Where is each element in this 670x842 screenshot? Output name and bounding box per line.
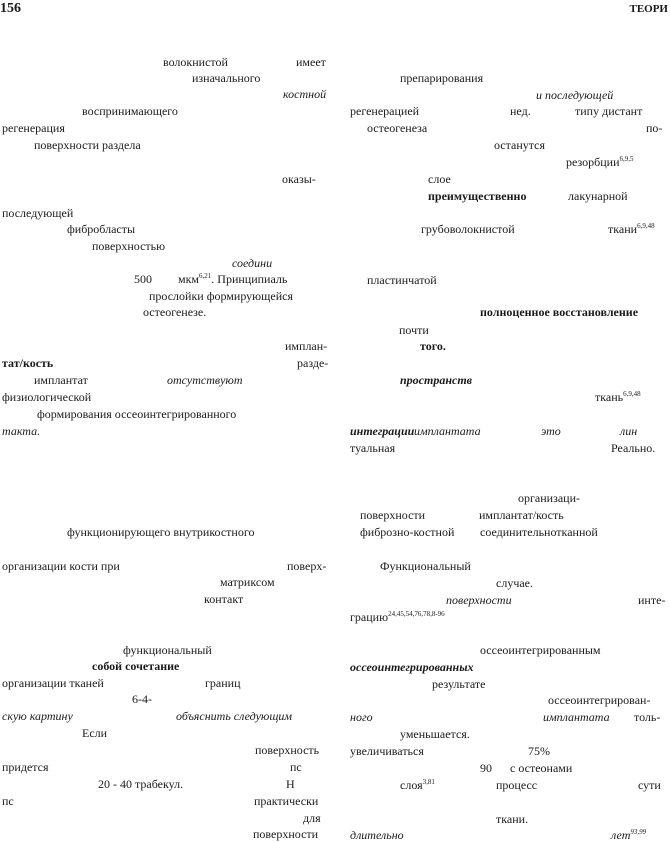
- text-fragment: функциональный: [123, 643, 212, 657]
- text-fragment: организации кости при: [2, 559, 120, 573]
- text-fragment: грубоволокнистой: [421, 222, 515, 236]
- running-head: ТЕОРИ: [629, 3, 668, 15]
- text-fragment: ткани: [608, 222, 638, 236]
- text-fragment: слоя: [400, 778, 423, 792]
- text-fragment: практически: [254, 794, 319, 808]
- text-fragment: лет: [611, 828, 631, 842]
- text-fragment: поверхности: [253, 827, 319, 841]
- text-fragment: соедини: [232, 256, 273, 270]
- text-fragment: 500: [134, 272, 152, 286]
- text-fragment: волокнистой: [163, 55, 228, 69]
- text-fragment: поверх-: [287, 559, 327, 573]
- text-fragment: воспринимающего: [82, 104, 178, 118]
- text-fragment: с остеонами: [510, 761, 573, 775]
- text-fragment: по-: [646, 121, 663, 135]
- text-fragment: [400, 778, 435, 792]
- text-fragment: имплан-: [285, 339, 328, 353]
- text-fragment: нед.: [510, 104, 531, 118]
- text-fragment: физиологической: [2, 390, 92, 404]
- text-fragment: того.: [420, 339, 446, 353]
- citation-superscript: 93,99: [630, 828, 647, 836]
- text-fragment: . Принципиаль: [211, 272, 288, 286]
- text-fragment: собой сочетание: [92, 659, 180, 673]
- text-fragment: функционирующего внутрикостного: [67, 525, 255, 539]
- text-fragment: оказы-: [282, 172, 316, 186]
- text-fragment: тат/кость: [2, 356, 54, 370]
- text-fragment: ткань: [595, 390, 624, 404]
- text-fragment: препарирования: [400, 71, 484, 85]
- citation-superscript: 3,81: [422, 778, 435, 786]
- citation-superscript: 24,45,54,76,78,8-96: [388, 610, 445, 618]
- text-fragment: фиброзно-костной: [360, 525, 455, 539]
- text-fragment: преимущественно: [428, 189, 527, 203]
- text-fragment: случае.: [496, 576, 534, 590]
- text-fragment: скую картину: [2, 709, 73, 723]
- text-fragment: [608, 222, 655, 236]
- text-fragment: лакунарной: [568, 189, 628, 203]
- text-fragment: оссеоинтегрирован-: [548, 693, 651, 707]
- text-fragment: пластинчатой: [367, 273, 437, 287]
- text-fragment: останутся: [494, 138, 545, 152]
- text-fragment: лин: [620, 424, 638, 438]
- text-fragment: ного: [350, 710, 373, 724]
- text-fragment: границ: [205, 676, 241, 690]
- text-fragment: оссеоинтегрированным: [480, 643, 601, 657]
- text-fragment: 20 - 40 трабекул.: [98, 777, 184, 791]
- text-fragment: регенерацией: [350, 104, 420, 118]
- text-fragment: имплантата: [414, 424, 481, 438]
- text-fragment: Реально.: [611, 441, 656, 455]
- text-fragment: фибробласты: [67, 222, 136, 236]
- text-fragment: [134, 272, 287, 286]
- text-fragment: остеогенезе.: [143, 305, 207, 319]
- text-fragment: интеграции: [350, 424, 415, 438]
- citation-superscript: 6,21: [199, 272, 212, 280]
- text-fragment: придется: [2, 760, 49, 774]
- text-fragment: изначального: [192, 71, 261, 85]
- text-fragment: контакт: [204, 592, 244, 606]
- text-fragment: сути: [638, 778, 661, 792]
- text-fragment: ткани.: [496, 812, 529, 826]
- citation-superscript: 6,9,5: [619, 155, 634, 163]
- text-fragment: организаци-: [518, 491, 580, 505]
- text-fragment: имплантата: [543, 710, 610, 724]
- text-fragment: [611, 828, 646, 842]
- text-fragment: поверхностью: [92, 239, 166, 253]
- text-fragment: формирования оссеоинтегрированного: [37, 407, 237, 421]
- text-fragment: матриксом: [220, 575, 275, 589]
- text-fragment: инте-: [638, 593, 666, 607]
- text-fragment: увеличиваться: [350, 744, 424, 758]
- text-fragment: для: [303, 811, 321, 825]
- page-number: 156: [0, 1, 21, 16]
- text-fragment: такта.: [2, 424, 41, 438]
- text-fragment: резорбции: [566, 155, 620, 169]
- text-fragment: процесс: [496, 778, 538, 792]
- text-fragment: отсутствуют: [167, 373, 243, 387]
- text-fragment: регенерация: [2, 121, 65, 135]
- text-fragment: типу дистант: [575, 104, 643, 118]
- text-fragment: мкм: [178, 272, 200, 286]
- text-fragment: Н: [286, 777, 295, 791]
- text-fragment: Если: [82, 726, 108, 740]
- text-fragment: поверхности раздела: [34, 138, 141, 152]
- text-fragment: это: [541, 424, 561, 438]
- text-fragment: [350, 610, 445, 624]
- citation-superscript: 6,9,48: [623, 390, 641, 398]
- text-fragment: остеогенеза: [367, 121, 428, 135]
- text-fragment: толь-: [634, 710, 661, 724]
- text-fragment: пс: [2, 794, 14, 808]
- text-fragment: туальная: [350, 441, 396, 455]
- text-fragment: Функциональный: [380, 559, 471, 573]
- text-fragment: объяснить следующим: [176, 709, 293, 723]
- text-fragment: полноценное восстановление: [480, 305, 639, 319]
- text-fragment: имеет: [296, 55, 326, 69]
- text-fragment: соединительнотканной: [480, 525, 598, 539]
- text-fragment: почти: [399, 323, 429, 337]
- citation-superscript: 6,9,48: [637, 222, 655, 230]
- text-fragment: поверхности: [360, 508, 426, 522]
- text-fragment: разде-: [297, 356, 329, 370]
- text-fragment: имплантат/кость: [479, 508, 564, 522]
- text-fragment: [566, 155, 634, 169]
- text-fragment: 90: [480, 761, 492, 775]
- text-fragment: результате: [432, 677, 486, 691]
- text-fragment: последующей: [2, 206, 74, 220]
- text-fragment: 6-4-: [132, 692, 152, 706]
- text-fragment: прослойки формирующейся: [149, 289, 293, 303]
- text-fragment: длительно: [350, 828, 404, 842]
- text-fragment: пс: [290, 760, 302, 774]
- text-fragment: имплантат: [34, 373, 88, 387]
- text-fragment: [595, 390, 641, 404]
- text-fragment: уменьшается.: [400, 727, 470, 741]
- text-fragment: костной: [283, 87, 327, 101]
- text-fragment: грацию: [350, 610, 389, 624]
- text-fragment: организации тканей: [2, 676, 104, 690]
- text-fragment: оссеоинтегрированных: [350, 660, 474, 674]
- text-fragment: поверхности: [446, 593, 512, 607]
- text-fragment: и последующей: [536, 88, 614, 102]
- text-fragment: поверхность: [255, 743, 320, 757]
- text-fragment: 75%: [528, 744, 550, 758]
- text-fragment: пространств: [400, 373, 473, 387]
- text-fragment: слое: [428, 172, 451, 186]
